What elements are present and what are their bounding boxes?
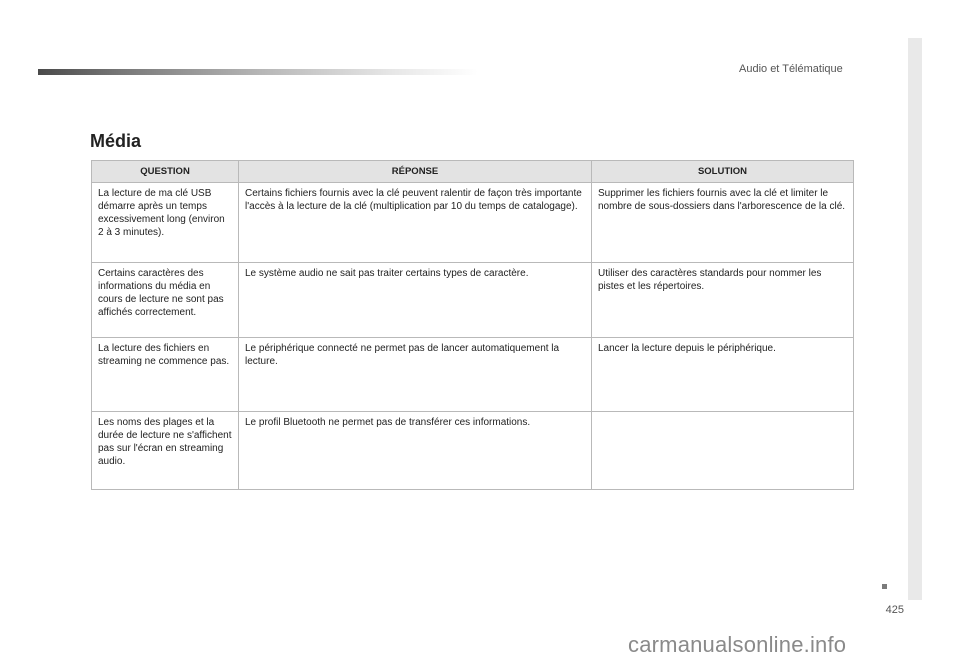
table-header-row [92, 161, 854, 183]
solution-cell: Utiliser des caractères standards pour nommer les pistes et les répertoires. [592, 263, 854, 338]
header-gradient-bar [38, 69, 478, 75]
column-header-answer: RÉPONSE [239, 161, 592, 183]
faq-table [91, 160, 854, 490]
answer-cell: Le périphérique connecté ne permet pas de lancer automatiquement la lecture. [239, 338, 592, 412]
table-row [92, 338, 854, 412]
answer-cell: Le profil Bluetooth ne permet pas de transférer ces informations. [239, 412, 592, 490]
solution-cell: Supprimer les fichiers fournis avec la clé et limiter le nombre de sous-dossiers dans l'arborescence de la clé. [592, 183, 854, 263]
page-edge-strip [908, 38, 922, 600]
question-cell: La lecture de ma clé USB démarre après un temps excessivement long (environ 2 à 3 minutes). [92, 183, 239, 263]
column-header-solution: SOLUTION [592, 161, 854, 183]
solution-cell [592, 412, 854, 490]
section-title: Média [90, 131, 142, 151]
question-cell: Certains caractères des informations du média en cours de lecture ne sont pas affichés correctement. [92, 263, 239, 338]
answer-cell: Le système audio ne sait pas traiter certains types de caractère. [239, 263, 592, 338]
solution-cell: Lancer la lecture depuis le périphérique. [592, 338, 854, 412]
watermark-link[interactable]: carmanualsonline.info [628, 632, 847, 657]
answer-cell: Certains fichiers fournis avec la clé peuvent ralentir de façon très importante l'accès à la lecture de la clé (multiplication par 10 du temps de catalogage). [239, 183, 592, 263]
column-header-question: QUESTION [92, 161, 239, 183]
question-cell: La lecture des fichiers en streaming ne commence pas. [92, 338, 239, 412]
table-row [92, 183, 854, 263]
chapter-title: Audio et Télématique [739, 63, 843, 75]
question-cell: Les noms des plages et la durée de lecture ne s'affichent pas sur l'écran en streaming audio. [92, 412, 239, 490]
page-number: 425 [885, 604, 904, 616]
page-marker-square [882, 584, 887, 589]
table-row [92, 263, 854, 338]
table-row [92, 412, 854, 490]
